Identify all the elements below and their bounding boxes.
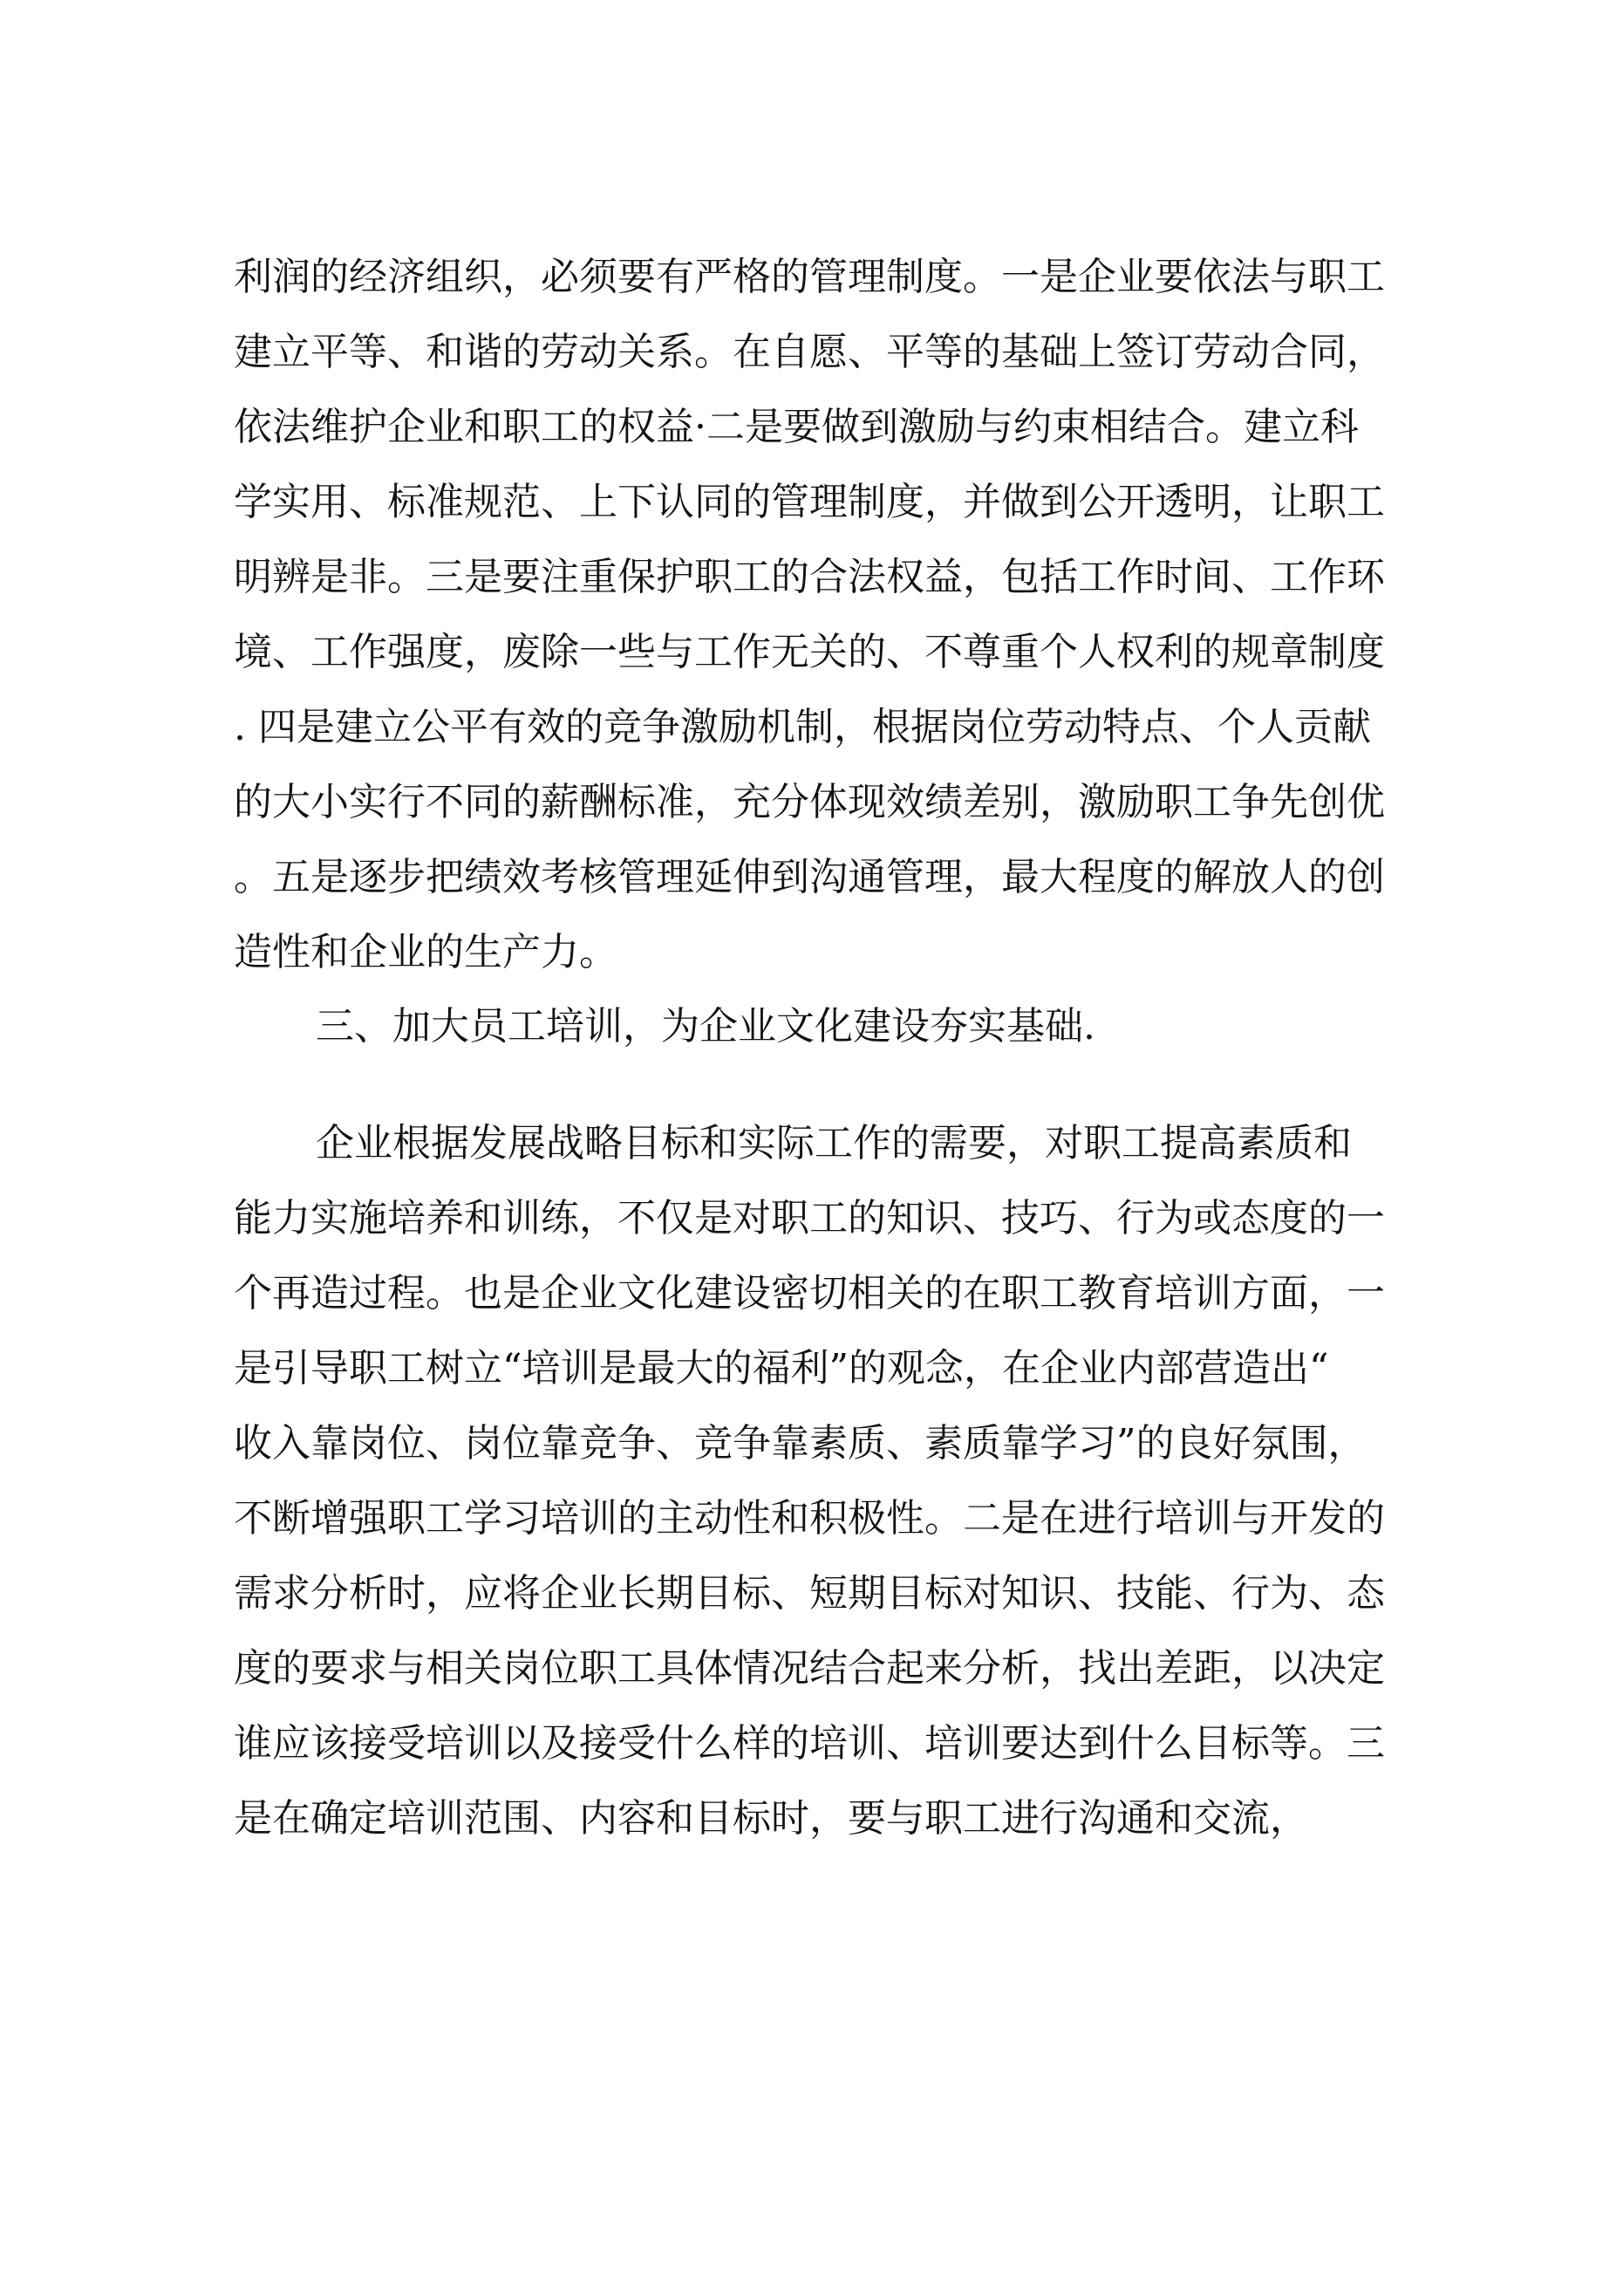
paragraph-line: 不断增强职工学习培训的主动性和积极性。二是在进行培训与开发的 — [234, 1496, 1385, 1541]
paragraph-line: 收入靠岗位、岗位靠竞争、竞争靠素质、素质靠学习”的良好氛围， — [234, 1421, 1367, 1466]
paragraph-line: 需求分析时，应将企业长期目标、短期目标对知识、技能、行为、态 — [234, 1571, 1385, 1616]
section-heading-text: 三、加大员工培训，为企业文化建设夯实基础. — [316, 1004, 1095, 1049]
paragraph-line: . 四是建立公平有效的竞争激励机制，根据岗位劳动特点、个人贡献 — [234, 705, 1371, 749]
paragraph-line: 建立平等、和谐的劳动关系。在自愿、平等的基础上签订劳动合同， — [234, 330, 1385, 374]
paragraph-line: 企业根据发展战略目标和实际工作的需要，对职工提高素质和 — [316, 1121, 1352, 1165]
paragraph-line: 个再造过程。也是企业文化建设密切相关的在职工教育培训方面，一 — [234, 1271, 1385, 1315]
paragraph-line: 。五是逐步把绩效考核管理延伸到沟通管理，最大程度的解放人的创 — [234, 855, 1385, 899]
paragraph-line: 造性和企业的生产力。 — [234, 930, 617, 974]
paragraph-line: 明辨是非。三是要注重保护职工的合法权益，包括工作时间、工作环 — [234, 555, 1385, 599]
paragraph-line: 学实用、标准规范、上下认同的管理制度，并做到公开透明，让职工 — [234, 480, 1385, 524]
paragraph-line: 谁应该接受培训以及接受什么样的培训、培训要达到什么目标等。三 — [234, 1721, 1385, 1766]
paragraph-line: 依法维护企业和职工的权益·二是要做到激励与约束相结合。建立科 — [234, 405, 1359, 449]
paragraph-line: 境、工作强度，废除一些与工作无关的、不尊重个人权利的规章制度 — [234, 630, 1385, 674]
paragraph-line: 度的要求与相关岗位职工具体情况结合起来分析，找出差距，以决定 — [234, 1646, 1385, 1691]
paragraph-line: 的大小实行不同的薪酬标准，充分体现效绩差别，激励职工争先创优 — [234, 780, 1385, 824]
paragraph-line: 是在确定培训范围、内容和目标时，要与职工进行沟通和交流， — [234, 1796, 1308, 1841]
paragraph-line: 利润的经济组织，必须要有严格的管理制度。一是企业要依法与职工 — [234, 255, 1385, 299]
paragraph-line: 是引导职工树立“培训是最大的福利”的观念，在企业内部营造出“ — [234, 1346, 1329, 1391]
paragraph-line: 能力实施培养和训练，不仅是对职工的知识、技巧、行为或态度的一 — [234, 1196, 1385, 1240]
